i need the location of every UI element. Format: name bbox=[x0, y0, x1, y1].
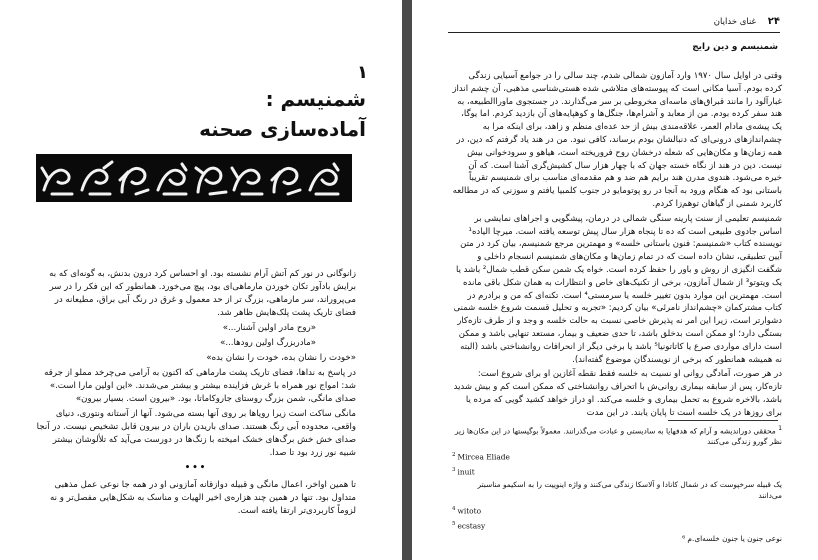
footnote-marker: 2 bbox=[452, 452, 456, 459]
footnote-text: Mircea Eliade bbox=[457, 452, 510, 462]
footnote-marker: 1 bbox=[778, 425, 782, 432]
right-page bbox=[412, 0, 818, 560]
page-number: ۲۴ bbox=[767, 16, 780, 27]
verse-line: «مادربزرگ اولین رودها...» bbox=[220, 338, 316, 348]
chapter-title-line-1: شمنیسم : bbox=[265, 87, 366, 111]
section-title: شمنیسم و دین رایج bbox=[692, 42, 778, 52]
verse-line: «خودت را نشان بده، خودت را نشان بده» bbox=[206, 353, 356, 363]
chapter-title bbox=[36, 84, 366, 144]
paragraph: در هر صورت، آمادگی روانی او نسبت به خلسه فقط نقطه آغازین او برای شروع است: تازه‌کار، پس از سابقه بیماری روانی‌ش با اتحراف روانشناختی که ممکن است کم و بیش شدید باشد، بالاخره شروع به تحمل بیماری و خلسه می‌کند. او دراز خواهد کشید گویی که مرده یا برای روزها در یک خلسه است تا پایان یابند. در این مدت bbox=[453, 369, 782, 418]
footnote-marker: 4 bbox=[452, 506, 456, 513]
left-page bbox=[0, 0, 402, 560]
footnote-marker: 5 bbox=[452, 521, 456, 528]
footnote bbox=[452, 424, 782, 447]
paragraph: زانوگانی در نور کم آتش آرام نشسته بود. او احساس کرد درون بدنش، به گونه‌ای که به برایش باد‌آور تکان خوردن مارماهی‌ای بود، پیچ می‌خورد. همانطور که این فکر را در سر می‌پروراند، سر مارماهی، بزرگ تر از حد معمول و غرق در رنگ آبی براق، مطیعانه در فضای تاریک پشت پلک‌هایش ظاهر شد. bbox=[49, 269, 356, 318]
footnote-divider bbox=[668, 420, 778, 421]
right-body-text bbox=[452, 70, 782, 420]
chapter-number: ۱ bbox=[357, 62, 368, 83]
paragraph: تا همین اواخر، اعمال مانگی و قبیله دوازقانه آمازونی او در همه جا نوعی عمل مذهبی متداول بود. تنها در همین چند هزاره‌ی اخیر الهیات و مناسک به شکل‌هایی مفصل‌تر و نه لزوماً کاربردی‌تر ارتقا یافته است. bbox=[49, 480, 356, 516]
footnote-marker: 3 bbox=[452, 467, 456, 474]
footnote-text: یک قبیله سرخپوست که در شمال کانادا و آلاسکا زندگی می‌کنند و واژه اینوییت را به اسکیمو مناسبتر می‌دانند bbox=[477, 480, 782, 500]
footnote-text: محققی دوراندیشه و آرام که هدفهایا به سادیستی و عبادت می‌گذرانند. معمولاً بوگیستها در این مکان‌ها زیر نظر گورو زندگی می‌کنند bbox=[454, 426, 782, 446]
footnote bbox=[452, 534, 782, 545]
running-head bbox=[448, 16, 780, 33]
paragraph: مانگی ساکت است زیرا رویاها بر روی آنها بسته می‌شود. آنها از آستانه ونتوری، دنیای واقعی، محدوده آبی رنگ هستند. صدای باریدن باران در بیرون قابل تشخیص نیست. در آنجا صدای خش خش برگ‌های خشک امیخته با زنگ‌ها در دورست می‌آید که تلألوشان بیشتر شبیه نور زرد بود تا صدا. bbox=[36, 409, 356, 458]
left-body-text bbox=[36, 268, 356, 520]
decorative-figure-frieze-icon bbox=[36, 154, 352, 202]
footnote bbox=[452, 480, 782, 501]
footnote-text: inuit bbox=[457, 467, 475, 477]
footnote-text: نوعی جنون یا جنون خلسه‌ای.م ⁶ bbox=[682, 534, 782, 544]
footnotes bbox=[452, 424, 782, 548]
verse-line: «روح مادر اولین آشنار...» bbox=[222, 323, 316, 333]
footnote-latin bbox=[452, 504, 782, 517]
footnote-latin bbox=[452, 450, 782, 463]
running-head-title: غنای خدایان bbox=[713, 17, 756, 27]
paragraph: در پاسخ به ندا‌ها، فضای تاریک پشت مارماهی که اکنون به آرامی می‌چرخد مملو از جرقه شد: امواج نور همراه با غرش فزاینده بیشتر و بیشتر می‌شدند. «این اولین مارا است.» صدای مانگی، شمن بزرگ روستای جاروکاماتا، بود. «بیرون است. بسیار بیرون» bbox=[44, 368, 356, 404]
chapter-title-line-2: آماده‌سازی صحنه bbox=[199, 117, 366, 141]
footnote-latin bbox=[452, 519, 782, 532]
footnote-text: ecstasy bbox=[457, 521, 486, 531]
section-separator: ••• bbox=[184, 463, 208, 473]
footnote-latin bbox=[452, 465, 782, 478]
paragraph: وقتی در اوایل سال ۱۹۷۰ وارد آمازون شمالی شدم، چند سالی را در جوامع آسیایی زندگی کرده بودم. آسیا مکانی است که پیوسته‌های متلاشی شده هستی‌شناسی مذهبی، آن چشم انداز غبارآلود را مانند قبراق‌های ماسه‌ای مخروطی بر سر می‌گذارند. در جستجوی ماوراالطبیعه، به هند سفر کرده بودم. من از معابد و آشرام‌ها، جنگل‌ها و کوهپایه‌های آن بازدید کردم. اما یوگا، یک پیشه‌ی مادام العمر، علاقه‌مندی بیش از حد عده‌ای منظم و زاهد، برای اینکه مرا به چشم‌اندازهای درونی‌ای که دنبالشان بودم برساند، کافی نبود. من در هند یاد گرفتم که دین، در همه زمان‌ها و مکان‌هایی که شعله درخشان روح فروریخته است، هیاهو و سرودخوانی بیش نیست. دین در هند از نگاه خسته جهان که با چهار هزار سال کشیش‌گری آشنا است. که آن خیره می‌شود. هندوی مدرن هند برایم هم ضد و هم مقدمه‌ای مناسب برای شمنیسم تقریباً باستانی بود که هنگام ورود به آنجا در رو پوتومایو در جنوب کلمبیا یافتم و سوزنی که در مطالعه کاربرد شمنی از گیاهان توهم‌زا کردم. bbox=[452, 71, 782, 209]
paragraph: شمنیسم تعلیمی از سنت پارینه سنگی شمالی در درمان، پیشگویی و اجراهای نمایشی بر اساس جادوی طبیعی است که ده تا پنجاه هزار سال پیش توسعه یافته است. میرچا الیاده¹ نویسنده کتاب «شمنیسم: فنون باستانی خلسه» و مهمترین مرجع شمنیسم، بیان کرد در متن آیین تطبیقی، نشان داده است که در تمام زمان‌ها و مکان‌های شمنیسم انسجام داخلی و شگفت انگیزی از روش و باور را حفظ کرده است. خواه یک شمن سکن قطب شمال² باشد یا یک ویتوتو³ از شمال آمازون، برخی از تکنیک‌های خاص و انتظارات به همان شکل باقی مانده است. مهمترین این موارد بدون تغییر خلسه یا سرمستی⁴ است. تکنه‌ای که من و برادرم در کتاب مشترکمان «چشم‌انداز نامرئی» بیان کردیم: «تجربه و تحلیل قسمت شروع خلسه شمنی دشوارتر است، زیرا این امر نه پذیرش خاصی نسبت به حالت خلسه و وجد و از طرف تازه‌کار بستگی دارد؛ او ممکن است بدخلق باشد، تا حدی ضعیف و بیمار، مستعد تنهایی باشد و ممکن است دارای مواردی صرع یا کاتاتونیا⁵ باشد یا برخی دیگر از انحرافات روانشناختی باشد (البته نه همیشه همانطور که برخی از نویسندگان موضوع گفته‌اند). bbox=[453, 213, 782, 365]
footnote-text: witoto bbox=[457, 506, 482, 516]
